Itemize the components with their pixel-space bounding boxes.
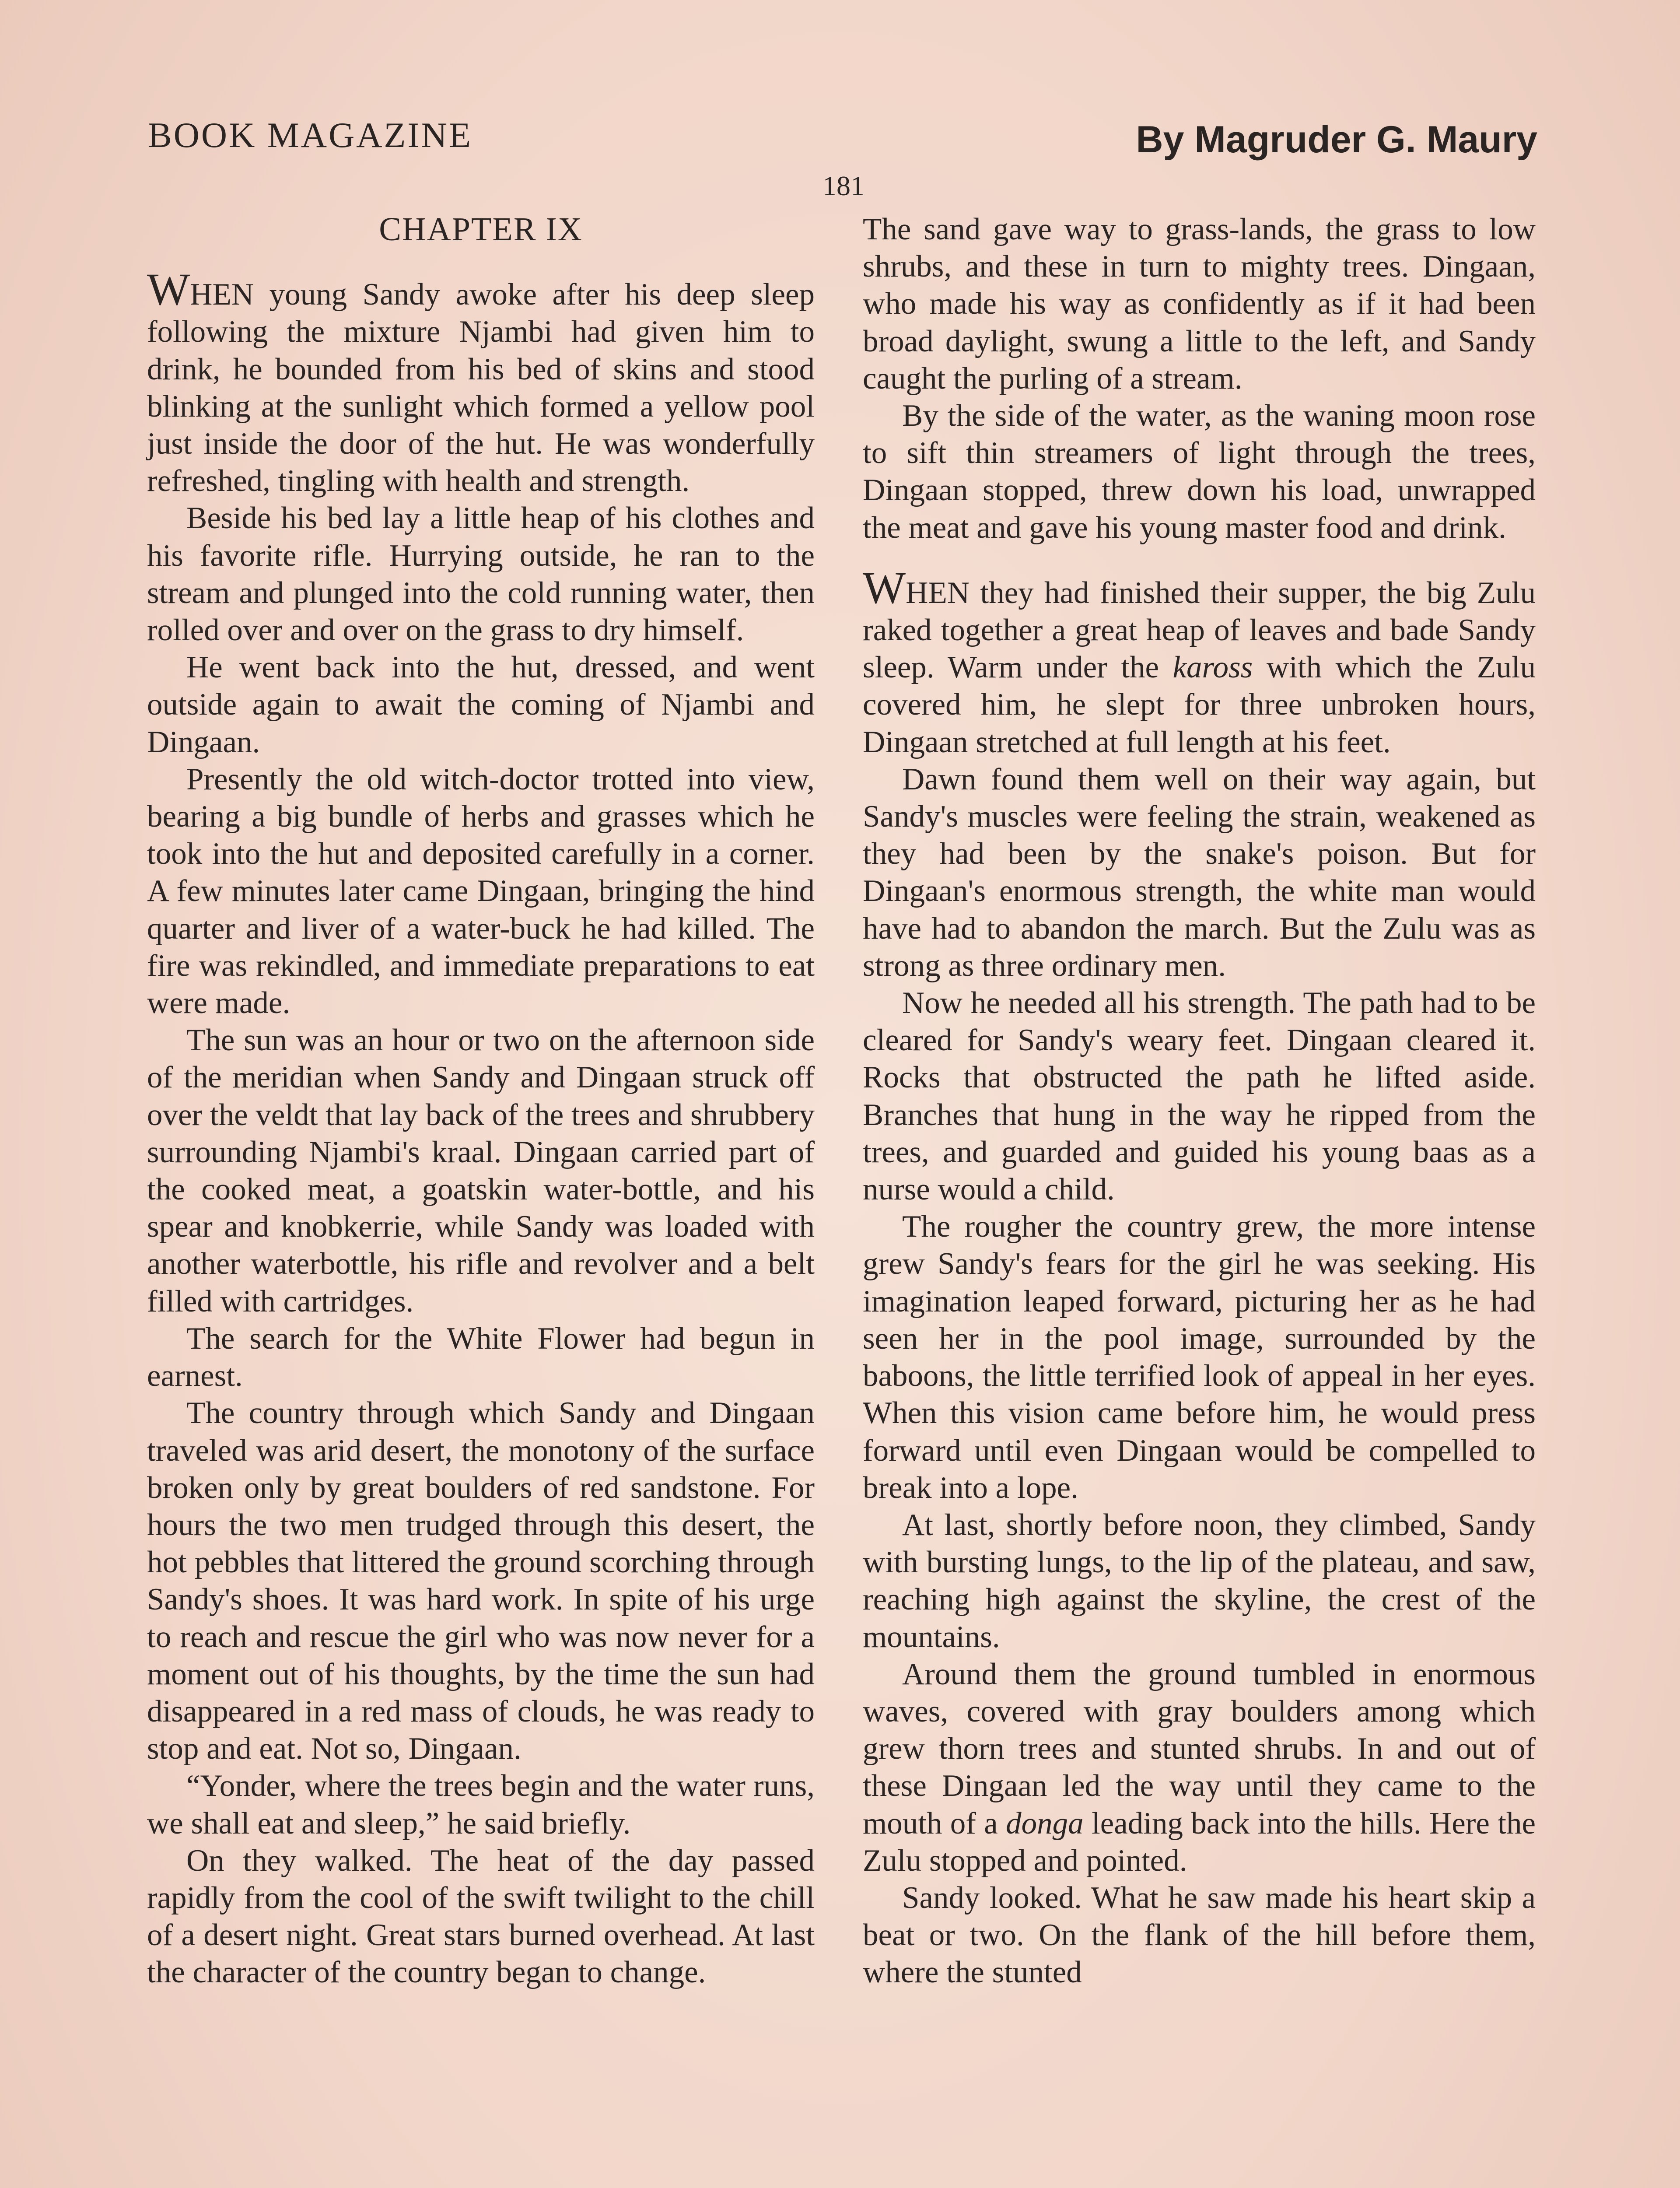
paragraph: Dawn found them well on their way again, but Sandy's muscles were feeling the strain, weakened as they had been by the snake's poison. But for Dingaan's enormous strength, the white man would have had to abandon the march. But the Zulu was as strong as three ordinary men. [863, 762, 1536, 983]
paragraph: The sun was an hour or two on the afternoon side of the meridian when Sandy and Dingaan struck off over the veldt that lay back of the trees and shrubbery surrounding Njambi's kraal. Dingaan carried part of the cooked meat, a goatskin water-bottle, and his spear and knobkerrie, while Sandy was loaded with another waterbottle, his rifle and revolver and a belt filled with cartridges. [147, 1023, 815, 1318]
left-paragraphs [147, 264, 815, 1991]
page-number: 181 [822, 170, 864, 201]
author-byline: By Magruder G. Maury [1136, 119, 1537, 161]
magazine-title: BOOK MAGAZINE [148, 115, 473, 155]
paragraph: WHEN they had finished their supper, the big Zulu raked together a great heap of leaves and bade Sandy sleep. Warm under the kaross with which the Zulu covered him, he slept for three unbroken hours, Dingaan stretched at full length at his feet. [863, 562, 1536, 759]
chapter-title: CHAPTER IX [379, 211, 583, 248]
paragraph: At last, shortly before noon, they climbed, Sandy with bursting lungs, to the lip of the plateau, and saw, reaching high against the skyline, the crest of the mountains. [863, 1508, 1536, 1654]
paragraph: “Yonder, where the trees begin and the water runs, we shall eat and sleep,” he said briefly. [147, 1769, 815, 1841]
paragraph: The search for the White Flower had begun in earnest. [147, 1321, 815, 1393]
paragraph: Presently the old witch-doctor trotted into view, bearing a big bundle of herbs and grasses which he took into the hut and deposited carefully in a corner. A few minutes later came Dingaan, bringing the hind quarter and liver of a water-buck he had killed. The fire was rekindled, and immediate preparations to eat were made. [147, 762, 815, 1020]
paragraph: On they walked. The heat of the day passed rapidly from the cool of the swift twilight to the chill of a desert night. Great stars burned overhead. At last the character of the country began to change. [147, 1843, 815, 1990]
paragraph: The sand gave way to grass-lands, the grass to low shrubs, and these in turn to mighty trees. Dingaan, who made his way as confidently as if it had been broad daylight, swung a little to the left, and Sandy caught the purling of a stream. [863, 212, 1536, 396]
paragraph: The country through which Sandy and Dingaan traveled was arid desert, the monotony of the surface broken only by great boulders of red sandstone. For hours the two men trudged through this desert, the hot pebbles that littered the ground scorching through Sandy's shoes. It was hard work. In spite of his urge to reach and rescue the girl who was now never for a moment out of his thoughts, by the time the sun had disappeared in a red mass of clouds, he was ready to stop and eat. Not so, Dingaan. [147, 1396, 815, 1766]
italic-word: donga [1006, 1806, 1084, 1841]
right-column [863, 211, 1536, 1992]
paragraph: WHEN young Sandy awoke after his deep sleep following the mixture Njambi had given him to drink, he bounded from his bed of skins and stood blinking at the sunlight which formed a yellow pool just inside the door of the hut. He was wonderfully refreshed, tingling with health and strength. [147, 264, 815, 498]
paragraph: He went back into the hut, dressed, and went outside again to await the coming of Njambi and Dingaan. [147, 650, 815, 759]
paragraph: The rougher the country grew, the more intense grew Sandy's fears for the girl he was seeking. His imagination leaped forward, picturing her as he had seen her in the pool image, surrounded by the baboons, the little terrified look of appeal in her eyes. When this vision came before him, he would press forward until even Dingaan would be compelled to break into a lope. [863, 1210, 1536, 1505]
drop-cap: W [863, 562, 906, 613]
paragraph: Now he needed all his strength. The path had to be cleared for Sandy's weary feet. Dingaan cleared it. Rocks that obstructed the path he lifted aside. Branches that hung in the way he ripped from the trees, and guarded and guided his young baas as a nurse would a child. [863, 986, 1536, 1207]
left-column [147, 211, 815, 1992]
right-paragraphs-top [863, 211, 1536, 547]
italic-word: kaross [1172, 650, 1253, 685]
drop-cap: W [147, 264, 190, 315]
paragraph: Around them the ground tumbled in enormous waves, covered with gray boulders among which grew thorn trees and stunted shrubs. In and out of these Dingaan led the way until they came to the mouth of a donga leading back into the hills. Here the Zulu stopped and pointed. [863, 1657, 1536, 1878]
paragraph: By the side of the water, as the waning moon rose to sift thin streamers of light through the trees, Dingaan stopped, threw down his load, unwrapped the meat and gave his young master food and drink. [863, 399, 1536, 545]
paragraph: Sandy looked. What he saw made his heart skip a beat or two. On the flank of the hill before them, where the stunted [863, 1880, 1536, 1990]
paragraph: Beside his bed lay a little heap of his clothes and his favorite rifle. Hurrying outside, he ran to the stream and plunged into the cold running water, then rolled over and over on the grass to dry himself. [147, 501, 815, 648]
section-break [863, 547, 1536, 573]
